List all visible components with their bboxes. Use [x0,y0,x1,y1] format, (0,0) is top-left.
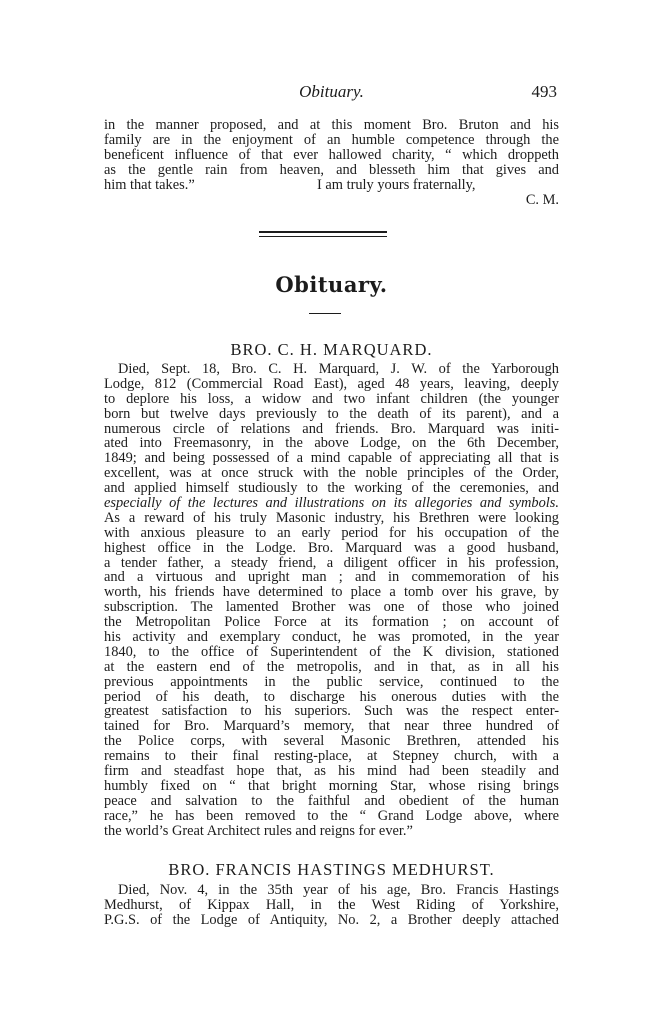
text-line: at the eastern end of the metropolis, and in that, as in all his [104,658,559,675]
text-line: in the manner proposed, and at this moment Bro. Bruton and his [104,117,559,133]
text-line: humbly fixed on “ that bright morning Star, whose rising brings [104,777,559,794]
text-line: and applied himself studiously to the working of the ceremonies, and [104,480,559,497]
signature-text: C. M. [525,192,559,208]
text-line: period of his death, to discharge his onerous duties with the [104,688,559,705]
letter-closing-paragraph [104,118,559,178]
entry-heading: BRO. FRANCIS HASTINGS MEDHURST. [168,860,495,879]
closing-left-text: him that takes.” [104,177,195,193]
text-line: born but twelve days previously to the death of its parent), and a [104,405,559,422]
entry-body [104,883,559,928]
text-line: especially of the lectures and illustrations on its allegories and symbols. [104,495,559,512]
page-number: 493 [531,82,557,101]
text-line: Died, Sept. 18, Bro. C. H. Marquard, J. W. of the Yarborough [118,361,559,377]
text-line: his activity and exemplary conduct, he was promoted, in the year [104,629,559,646]
text-line: tained for Bro. Marquard’s memory, that near three hundred of [104,718,559,735]
text-line: worth, his friends have determined to place a tomb over his grave, by [104,584,559,601]
closing-line [104,178,559,193]
entry-body [104,362,559,839]
double-rule-bottom [259,236,387,237]
text-line: Died, Nov. 4, in the 35th year of his age, Bro. Francis Hastings [118,882,559,898]
text-line: P.G.S. of the Lodge of Antiquity, No. 2, a Brother deeply attached [104,911,559,928]
text-line: the Metropolitan Police Force at its formation ; on account of [104,614,559,631]
text-line: family are in the enjoyment of an humble competence through the [104,131,559,148]
closing-right-text: I am truly yours fraternally, [317,177,476,193]
text-line: 1840, to the office of Superintendent of the K division, stationed [104,643,559,660]
running-head [0,82,663,102]
text-line: As a reward of his truly Masonic industry, his Brethren were looking [104,509,559,526]
text-line: to deplore his loss, a widow and two infant children (the younger [104,390,559,407]
text-line: race,” he has been removed to the “ Grand Lodge above, where [104,807,559,824]
text-line: previous appointments in the public service, continued to the [104,673,559,690]
double-rule-top [259,231,387,233]
text-line: highest office in the Lodge. Bro. Marquard was a good husband, [104,539,559,556]
text-line: remains to their final resting-place, at Stepney church, with a [104,748,559,765]
text-line: subscription. The lamented Brother was one of those who joined [104,599,559,616]
text-line: the world’s Great Architect rules and reigns for ever.” [104,822,413,839]
text-line: excellent, was at once struck with the noble principles of the Order, [104,465,559,482]
text-line: the Police corps, with several Masonic Brethren, attended his [104,733,559,750]
text-line: Medhurst, of Kippax Hall, in the West Riding of Yorkshire, [104,896,559,913]
text-line: Lodge, 812 (Commercial Road East), aged 48 years, leaving, deeply [104,375,559,392]
section-heading: Obituary. [275,272,388,297]
text-line: numerous circle of relations and friends. Bro. Marquard was initi- [104,420,559,437]
text-line: peace and salvation to the faithful and obedient of the human [104,792,559,809]
text-line: a tender father, a steady friend, a diligent officer in his profession, [104,554,559,571]
running-head-title: Obituary. [299,82,364,101]
text-line: greatest satisfaction to his superiors. Such was the respect enter- [104,703,559,720]
text-line: 1849; and being possessed of a mind capable of appreciating all that is [104,450,559,467]
signature [104,193,559,208]
text-line: firm and steadfast hope that, as his mind had been steadily and [104,763,559,780]
text-line: ated into Freemasonry, in the above Lodge, on the 6th December, [104,435,559,452]
text-line: and a virtuous and upright man ; and in commemoration of his [104,569,559,586]
text-line: beneficent influence of that ever hallowed charity, “ which droppeth [104,146,559,163]
short-rule [309,313,341,314]
text-line: as the gentle rain from heaven, and blesseth him that gives and [104,161,559,178]
entry-heading: BRO. C. H. MARQUARD. [230,340,433,359]
text-line: with anxious pleasure to an early period for his occupation of the [104,524,559,541]
